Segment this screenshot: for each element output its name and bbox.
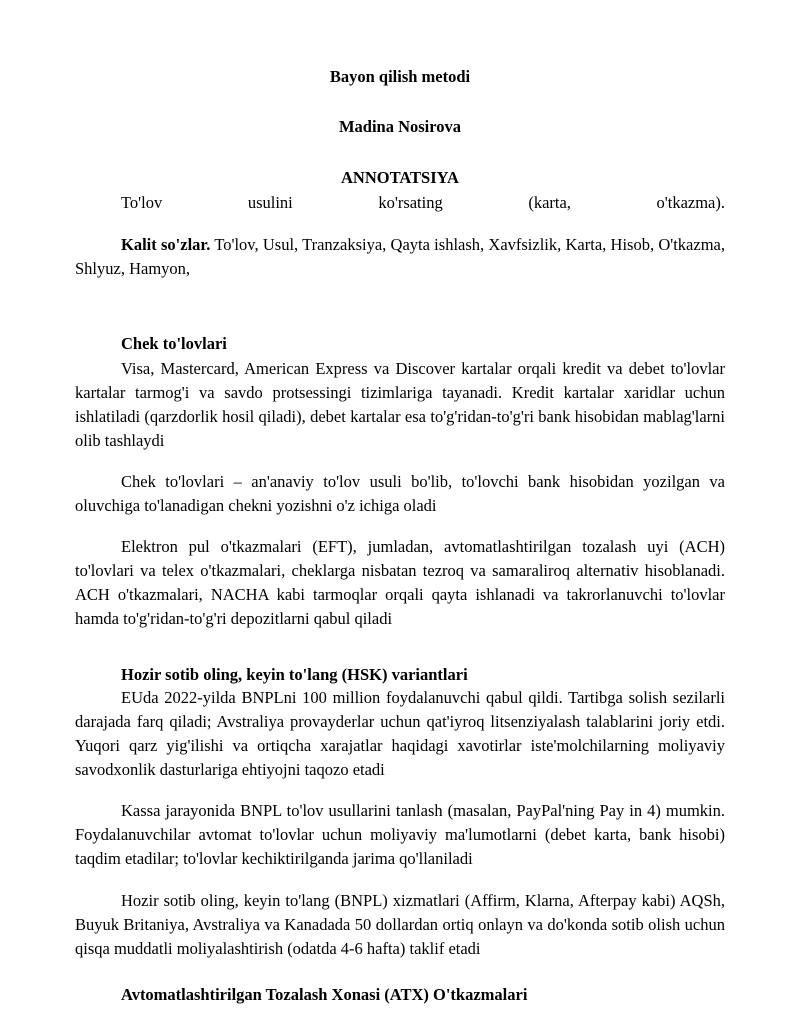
author-name: Madina Nosirova [338,117,462,136]
keywords-paragraph [75,233,725,281]
section-heading-chek-tolovlari: Chek to'lovlari [121,334,227,353]
keywords-label: Kalit so'zlar. [121,235,211,254]
annotation-text: To'lov usulini ko'rsating (karta, o'tkazma). [121,193,725,212]
section-heading-hsk: Hozir sotib oling, keyin to'lang (HSK) variantlari [121,665,468,684]
section-1-paragraph-2: Chek to'lovlari – an'anaviy to'lov usuli bo'lib, to'lovchi bank hisobidan yozilgan va oluvchiga to'lanadigan chekni yozishni o'z ichiga oladi [75,472,725,515]
section-2-paragraph-3: Hozir sotib oling, keyin to'lang (BNPL) xizmatlari (Affirm, Klarna, Afterpay kabi) AQSh, Buyuk Britaniya, Avstraliya va Kanadada 50 dollardan ortiq onlayn va do'konda sotib olish uchun qisqa muddatli moliyalashtirish (odatda 4-6 hafta) taklif etadi [75,891,725,958]
section-1-paragraph-1: Visa, Mastercard, American Express va Discover kartalar orqali kredit va debet to'lovlar kartalar tarmog'i va savdo protsessingi tizimlariga tayanadi. Kredit kartalar xaridlar uchun ishlatiladi (qarzdorlik hosil qiladi), debet kartalar esa to'g'ridan-to'g'ri bank hisobidan mablag'larni olib tashlaydi [75,359,725,450]
section-2-paragraph-2: Kassa jarayonida BNPL to'lov usullarini tanlash (masalan, PayPal'ning Pay in 4) mumkin. Foydalanuvchilar avtomat to'lovlar uchun moliyaviy ma'lumotlarni (debet karta, bank hisobi) taqdim etadilar; to'lovlar kechiktirilganda jarima qo'llaniladi [75,801,725,868]
annotation-heading: ANNOTATSIYA [341,168,459,187]
section-heading-atx: Avtomatlashtirilgan Tozalash Xonasi (ATX) O'tkazmalari [121,985,528,1004]
document-title: Bayon qilish metodi [329,67,471,86]
section-1-paragraph-3: Elektron pul o'tkazmalari (EFT), jumladan, avtomatlashtirilgan tozalash uyi (ACH) to'lovlari va telex o'tkazmalari, cheklarga nisbatan tezroq va samaraliroq alternativ hisoblanadi. ACH o'tkazmalari, NACHA kabi tarmoqlar orqali qayta ishlanadi va takrorlanuvchi to'lovlar hamda to'g'ridan-to'g'ri depozitlarni qabul qiladi [75,537,725,628]
keywords-text: To'lov, Usul, Tranzaksiya, Qayta ishlash, Xavfsizlik, Karta, Hisob, O'tkazma, Shlyuz, Hamyon, [75,235,725,278]
section-2-paragraph-1: EUda 2022-yilda BNPLni 100 million foydalanuvchi qabul qildi. Tartibga solish sezilarli darajada farq qiladi; Avstraliya provayderlar uchun qat'iyroq litsenziyalash talablarini joriy etdi. Yuqori qarz yig'ilishi va ortiqcha xarajatlar haqidagi xavotirlar iste'molchilarning moliyaviy savodxonlik dasturlariga ehtiyojni taqozo etadi [75,688,725,779]
